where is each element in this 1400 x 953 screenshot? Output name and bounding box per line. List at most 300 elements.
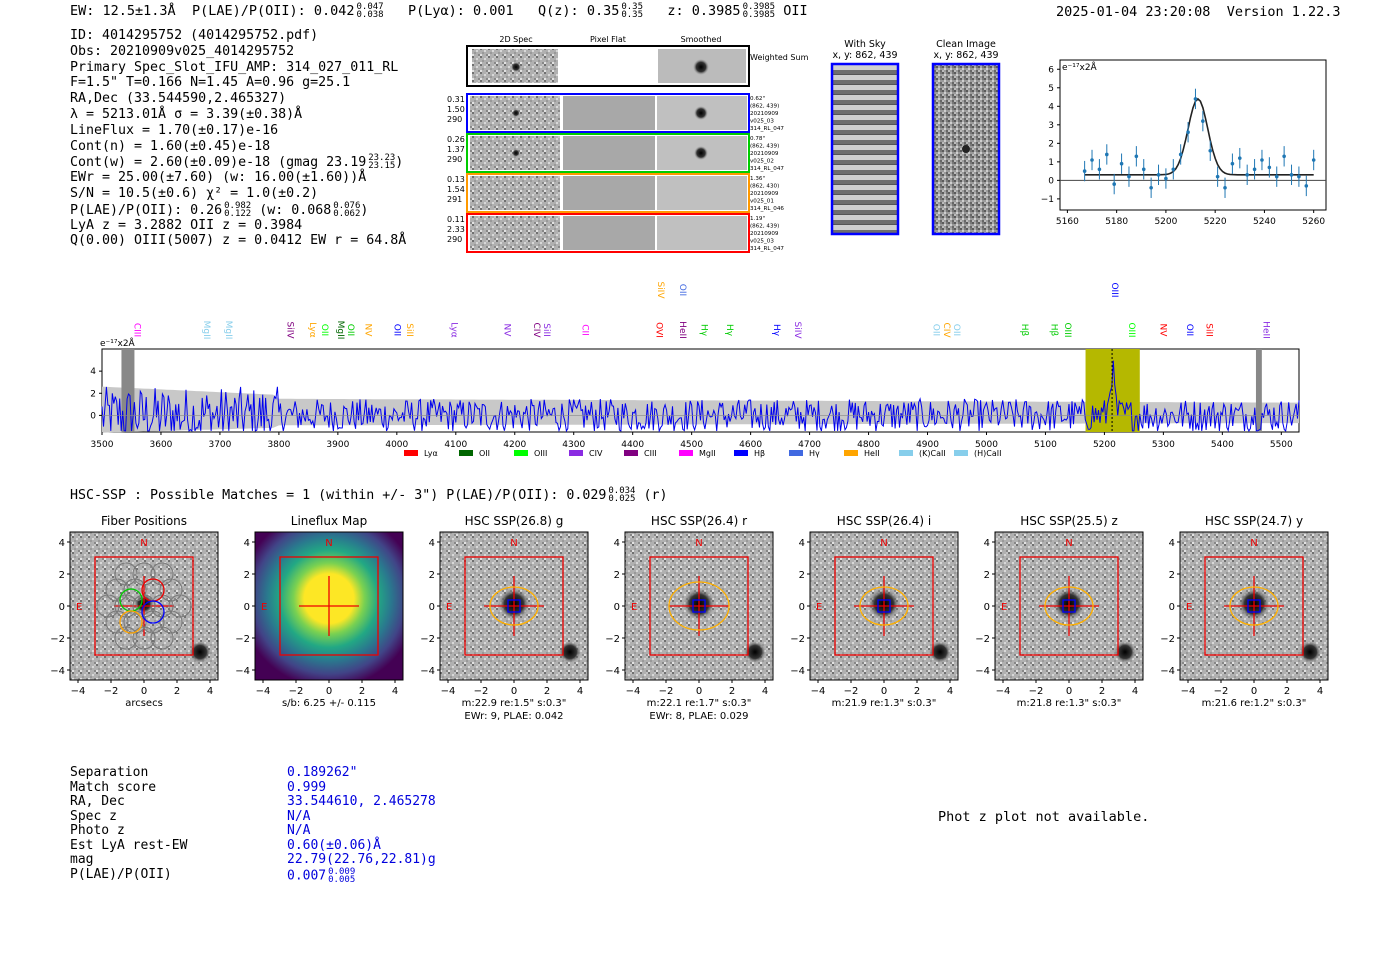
legend-label: Lyα bbox=[424, 449, 438, 458]
line-fit-xticks bbox=[1056, 210, 1325, 227]
match-value-plae bbox=[287, 868, 436, 884]
panel-caption: m:21.6 re:1.2" s:0.3" bbox=[1201, 698, 1307, 709]
match-label: Match score bbox=[70, 779, 157, 795]
xtick-label: 2 bbox=[358, 686, 366, 697]
xtick-label: 2 bbox=[1283, 686, 1291, 697]
data-point bbox=[1238, 156, 1242, 160]
legend-swatch bbox=[899, 450, 913, 456]
panel-caption: m:21.9 re:1.3" s:0.3" bbox=[831, 698, 937, 709]
xtick-label: 5100 bbox=[1033, 440, 1057, 450]
emission-line-label: Hγ bbox=[771, 323, 782, 337]
info-lineflux: LineFlux = 1.70(±0.17)e-16 bbox=[70, 122, 279, 138]
xtick-label: 2 bbox=[543, 686, 551, 697]
data-point bbox=[1142, 167, 1146, 171]
xtick-label: 0 bbox=[1065, 686, 1073, 697]
info-plae-w-lo: 0.062 bbox=[333, 208, 361, 219]
match-label: Est LyA rest-EW bbox=[70, 837, 188, 853]
ytick-label: 0 bbox=[1048, 176, 1054, 187]
ytick-label: −2 bbox=[50, 634, 65, 645]
emission-line-label: OII bbox=[391, 323, 402, 337]
contw-lo: 23.15 bbox=[368, 161, 396, 172]
north-label: N bbox=[510, 538, 518, 549]
photz-message: Phot z plot not available. bbox=[938, 809, 1150, 825]
xtick-label: 5400 bbox=[1210, 440, 1234, 450]
xtick-label: 4 bbox=[1316, 686, 1324, 697]
data-point bbox=[1186, 130, 1190, 134]
xtick-label: 4 bbox=[576, 686, 584, 697]
line-fit-yticks bbox=[1041, 65, 1060, 205]
data-point bbox=[1223, 186, 1227, 190]
exposure-2dspec bbox=[470, 176, 560, 210]
north-label: N bbox=[140, 538, 148, 549]
emission-line-label: MgII bbox=[334, 320, 345, 340]
data-point bbox=[1245, 173, 1249, 177]
ytick-label: 3 bbox=[1048, 120, 1054, 131]
ytick-label: −2 bbox=[975, 634, 990, 645]
emission-line-label: SiII bbox=[541, 323, 552, 337]
xtick-label: 4300 bbox=[562, 440, 586, 450]
data-point bbox=[1127, 175, 1131, 179]
ytick-label: 2 bbox=[243, 570, 250, 581]
emission-line-label: SiII bbox=[403, 323, 414, 337]
exposure-pixelflat bbox=[563, 176, 655, 210]
xtick-label: 5160 bbox=[1055, 217, 1079, 227]
xtick-label: 4600 bbox=[739, 440, 763, 450]
hsc-panel-title: Lineflux Map bbox=[290, 514, 368, 528]
emission-line-label: Lyα bbox=[307, 322, 318, 338]
data-point bbox=[1290, 173, 1294, 177]
legend-label: CIV bbox=[589, 449, 603, 458]
xtick-label: 4800 bbox=[857, 440, 881, 450]
ytick-label: 0 bbox=[243, 602, 250, 613]
match-label: Separation bbox=[70, 765, 149, 780]
xtick-label: −2 bbox=[658, 686, 674, 697]
ytick-label: 0 bbox=[90, 411, 96, 422]
xtick-label: 5500 bbox=[1269, 440, 1293, 450]
xtick-label: −4 bbox=[440, 686, 456, 697]
emission-line-label: CIV bbox=[531, 322, 542, 338]
hsc-panel bbox=[1160, 514, 1328, 709]
legend-swatch bbox=[404, 450, 418, 456]
emission-line-label: CIII bbox=[131, 322, 142, 338]
plae-lo: 0.038 bbox=[356, 10, 384, 20]
exposure-2dspec bbox=[470, 216, 560, 250]
info-contw-row: Cont(w) = 2.60(±0.09)e-18 (gmag 23.19 23.23 23.15 ) bbox=[70, 153, 404, 172]
data-point bbox=[1260, 158, 1264, 162]
exposure-right-label: 1.19" bbox=[750, 216, 766, 222]
cutout-rows bbox=[447, 94, 784, 252]
north-label: N bbox=[880, 538, 888, 549]
legend-swatch bbox=[624, 450, 638, 456]
exposure-right-label: 314_RL_046 bbox=[750, 206, 784, 212]
north-label: N bbox=[1065, 538, 1073, 549]
xtick-label: 0 bbox=[510, 686, 518, 697]
ytick-label: 2 bbox=[613, 570, 620, 581]
hsc-panel-title: HSC SSP(26.4) r bbox=[650, 514, 748, 528]
exposure-right-label: 1.36" bbox=[750, 176, 766, 182]
info-plae: P(LAE)/P(OII): 0.26 bbox=[70, 202, 223, 218]
xtick-label: 5220 bbox=[1203, 217, 1227, 227]
ytick-label: −4 bbox=[605, 666, 620, 677]
xtick-label: 4100 bbox=[444, 440, 468, 450]
xtick-label: 0 bbox=[140, 686, 148, 697]
ytick-label: −4 bbox=[1160, 666, 1175, 677]
xtick-label: 3900 bbox=[326, 440, 350, 450]
ytick-label: 0 bbox=[428, 602, 435, 613]
match-value: 0.60(±0.06)Å bbox=[287, 837, 381, 853]
data-point bbox=[1149, 186, 1153, 190]
xtick-label: 5300 bbox=[1151, 440, 1175, 450]
xtick-label: −2 bbox=[473, 686, 489, 697]
legend-label: OIII bbox=[534, 449, 548, 458]
panel-caption-2: EWr: 9, PLAE: 0.042 bbox=[464, 711, 564, 722]
spectrum-yticks bbox=[90, 367, 102, 421]
hsc-head-band: (r) bbox=[643, 488, 668, 503]
emission-line-label: OVI bbox=[653, 322, 664, 338]
info-plae-hi: 0.982 bbox=[224, 200, 252, 211]
ytick-label: 0 bbox=[798, 602, 805, 613]
info-ewr: EWr = 25.00(±7.60) (w: 16.00(±1.60))Å bbox=[70, 170, 367, 186]
east-label: E bbox=[816, 602, 823, 613]
legend-label: OII bbox=[479, 449, 491, 458]
xtick-label: −4 bbox=[625, 686, 641, 697]
xtick-label: 2 bbox=[913, 686, 921, 697]
xtick-label: 5240 bbox=[1252, 217, 1276, 227]
version: Version 1.22.3 bbox=[1226, 4, 1341, 20]
emission-line-label: OII bbox=[951, 323, 962, 337]
data-point bbox=[1253, 167, 1257, 171]
neighbor-source bbox=[1299, 641, 1321, 663]
full-spectrum bbox=[90, 281, 1299, 458]
xtick-label: 4900 bbox=[916, 440, 939, 450]
spectrum-legend bbox=[404, 449, 1001, 458]
emission-line-label: OII bbox=[318, 323, 329, 337]
ytick-label: 4 bbox=[983, 538, 990, 549]
xtick-label: 4700 bbox=[798, 440, 822, 450]
exposure-left-label: 290 bbox=[447, 155, 463, 164]
exposure-right-label: 20210909 bbox=[750, 191, 779, 197]
xtick-label: 5000 bbox=[975, 440, 998, 450]
data-point bbox=[1164, 177, 1168, 181]
xtick-label: −4 bbox=[1180, 686, 1196, 697]
ytick-label: −2 bbox=[420, 634, 435, 645]
info-contw: Cont(w) = 2.60(±0.09)e-18 (gmag 23.19 bbox=[70, 155, 367, 171]
match-value: N/A bbox=[287, 823, 311, 838]
north-label: N bbox=[695, 538, 703, 549]
xtick-label: 0 bbox=[325, 686, 333, 697]
xtick-label: 3500 bbox=[90, 440, 114, 450]
line-fit-axes bbox=[1060, 60, 1326, 210]
xtick-label: −2 bbox=[1028, 686, 1044, 697]
data-point bbox=[1231, 162, 1235, 166]
emission-line-label: OII bbox=[676, 283, 687, 297]
neighbor-source bbox=[1114, 641, 1136, 663]
xtick-label: −4 bbox=[995, 686, 1011, 697]
xtick-label: 0 bbox=[1250, 686, 1258, 697]
xtick-label: 4200 bbox=[503, 440, 527, 450]
exposure-left-label: 0.11 bbox=[447, 215, 465, 224]
ytick-label: −1 bbox=[1040, 194, 1054, 205]
neighbor-source bbox=[929, 641, 951, 663]
legend-swatch bbox=[459, 450, 473, 456]
ytick-label: 4 bbox=[613, 538, 620, 549]
emission-line-label: NV bbox=[362, 323, 373, 337]
panel-caption: s/b: 6.25 +/- 0.115 bbox=[281, 698, 377, 709]
emission-line-label: SiII bbox=[1203, 323, 1214, 337]
exposure-smoothed bbox=[657, 216, 747, 250]
data-point bbox=[1275, 175, 1279, 179]
with-sky-title: With Sky bbox=[844, 39, 886, 50]
data-point bbox=[1105, 153, 1109, 157]
legend-label: HeII bbox=[864, 449, 880, 458]
contw-hi: 23.23 bbox=[368, 153, 396, 164]
north-label: N bbox=[325, 538, 333, 549]
cutout-panel bbox=[447, 35, 809, 252]
xtick-label: −4 bbox=[810, 686, 826, 697]
emission-line-label: HeII bbox=[1260, 321, 1271, 339]
east-label: E bbox=[76, 602, 83, 613]
exposure-source bbox=[512, 109, 520, 117]
data-point bbox=[1135, 154, 1139, 158]
emission-line-label: CIV bbox=[941, 322, 952, 338]
info-obs: Obs: 20210909v025_4014295752 bbox=[70, 43, 295, 59]
z-hi: 0.3985 bbox=[742, 2, 776, 12]
with-sky-xy: x, y: 862, 439 bbox=[832, 50, 898, 61]
exposure-pixelflat bbox=[563, 136, 655, 170]
exposure-right-label: 20210909 bbox=[750, 231, 779, 237]
emission-line-label: Hβ bbox=[1048, 323, 1059, 337]
data-point bbox=[1171, 167, 1175, 171]
xtick-label: 4 bbox=[1131, 686, 1139, 697]
hsc-headline bbox=[70, 487, 668, 503]
ytick-label: 2 bbox=[428, 570, 435, 581]
data-point bbox=[1194, 97, 1198, 101]
info-sn: S/N = 10.5(±0.6) χ² = 1.0(±0.2) bbox=[70, 185, 319, 201]
exposure-right-label: 0.62" bbox=[750, 96, 766, 102]
ytick-label: −4 bbox=[235, 666, 250, 677]
hsc-panel-title: HSC SSP(26.8) g bbox=[464, 514, 564, 528]
hsc-head-hi: 0.034 bbox=[608, 486, 636, 496]
ytick-label: 0 bbox=[613, 602, 620, 613]
clean-xy: x, y: 862, 439 bbox=[933, 50, 999, 61]
match-label: P(LAE)/P(OII) bbox=[70, 866, 172, 882]
exposure-left-label: 291 bbox=[447, 195, 463, 204]
legend-swatch bbox=[569, 450, 583, 456]
emission-line-label: SiIV bbox=[284, 321, 295, 339]
ytick-label: −4 bbox=[420, 666, 435, 677]
data-point bbox=[1208, 149, 1212, 153]
qz-hi: 0.35 bbox=[621, 2, 644, 12]
emission-line-label: MgII bbox=[201, 320, 212, 340]
xtick-label: 4400 bbox=[621, 440, 645, 450]
emission-line-label: NV bbox=[1157, 323, 1168, 337]
east-label: E bbox=[261, 602, 268, 613]
info-contn: Cont(n) = 1.60(±0.45)e-18 bbox=[70, 138, 271, 154]
legend-swatch bbox=[789, 450, 803, 456]
east-label: E bbox=[631, 602, 638, 613]
emission-line-label: OII bbox=[930, 323, 941, 337]
east-label: E bbox=[1001, 602, 1008, 613]
hsc-headline-text: HSC-SSP : Possible Matches = 1 (within +/- 3") P(LAE)/P(OII): 0.029 bbox=[70, 488, 607, 503]
match-label: Photo z bbox=[70, 823, 125, 838]
match-value: 33.544610, 2.465278 bbox=[287, 794, 436, 809]
legend-label: (K)CaII bbox=[919, 449, 946, 458]
data-point bbox=[1098, 167, 1102, 171]
data-point bbox=[1297, 175, 1301, 179]
xtick-label: 4 bbox=[391, 686, 399, 697]
spectrum-ylabel: e⁻¹⁷x2Å bbox=[100, 339, 135, 349]
exposure-right-label: 314_RL_047 bbox=[750, 166, 784, 172]
exposure-right-label: 20210909 bbox=[750, 151, 779, 157]
data-point bbox=[1312, 158, 1316, 162]
data-point bbox=[1282, 154, 1286, 158]
emission-line-label: HeII bbox=[676, 321, 687, 339]
emission-line-label: OIII bbox=[1126, 322, 1137, 338]
exposure-right-label: v025_03 bbox=[750, 118, 774, 125]
hsc-panel bbox=[975, 514, 1143, 709]
col-header-pixelflat: Pixel Flat bbox=[590, 35, 626, 44]
xtick-label: 4000 bbox=[385, 440, 409, 450]
neighbor-source bbox=[189, 641, 211, 663]
ytick-label: 5 bbox=[1048, 83, 1054, 94]
exposure-source bbox=[694, 106, 708, 120]
xtick-label: 0 bbox=[695, 686, 703, 697]
legend-label: CIII bbox=[644, 449, 657, 458]
emission-line-label: OIII bbox=[1109, 282, 1120, 298]
exposure-right-label: (862, 439) bbox=[750, 143, 780, 150]
ytick-label: 6 bbox=[1048, 65, 1054, 76]
hsc-panel bbox=[605, 514, 773, 722]
ytick-label: 2 bbox=[1168, 570, 1175, 581]
emission-line-label: SiIV bbox=[655, 281, 666, 299]
data-point bbox=[1216, 175, 1220, 179]
info-q: Q(0.00) OIII(5007) z = 0.0412 EW r = 64.8Å bbox=[70, 233, 407, 249]
north-label: N bbox=[1250, 538, 1258, 549]
line-fit-ylabel: e⁻¹⁷x2Å bbox=[1062, 63, 1097, 73]
info-fwhm: F=1.5" T=0.166 N=1.45 A=0.96 g=25.1 bbox=[70, 75, 351, 91]
ytick-label: 4 bbox=[428, 538, 435, 549]
z-value: z: 0.3985 bbox=[667, 3, 741, 19]
xtick-label: 0 bbox=[880, 686, 888, 697]
exposure-right-label: v025_02 bbox=[750, 158, 774, 165]
ytick-label: −2 bbox=[790, 634, 805, 645]
ytick-label: −2 bbox=[1160, 634, 1175, 645]
legend-swatch bbox=[844, 450, 858, 456]
exposure-smoothed bbox=[657, 176, 747, 210]
info-plae-w: (w: 0.068 bbox=[259, 202, 332, 218]
info-primary: Primary Spec_Slot_IFU_AMP: 314_027_011_RL bbox=[70, 59, 399, 75]
match-label: RA, Dec bbox=[70, 794, 125, 809]
masked-region bbox=[1256, 349, 1262, 432]
exposure-left-label: 2.33 bbox=[447, 225, 465, 234]
with-sky-image bbox=[832, 64, 898, 234]
emission-line-label: OIII bbox=[1061, 322, 1072, 338]
match-labels bbox=[70, 766, 187, 882]
xtick-label: −2 bbox=[1213, 686, 1229, 697]
emission-line-label: NV bbox=[501, 323, 512, 337]
exposure-right-label: (862, 439) bbox=[750, 103, 780, 110]
ytick-label: 4 bbox=[1048, 102, 1054, 113]
emission-line-label: MgII bbox=[222, 320, 233, 340]
plae-hi: 0.047 bbox=[356, 2, 384, 12]
hsc-panel-title: HSC SSP(24.7) y bbox=[1204, 514, 1304, 528]
panel-caption: m:22.1 re:1.7" s:0.3" bbox=[646, 698, 752, 709]
data-point bbox=[1120, 162, 1124, 166]
info-radec: RA,Dec (33.544590,2.465327) bbox=[70, 91, 287, 107]
xtick-label: 5200 bbox=[1154, 217, 1178, 227]
exposure-right-label: 314_RL_047 bbox=[750, 126, 784, 132]
hsc-panel bbox=[790, 514, 958, 709]
ytick-label: 2 bbox=[58, 570, 65, 581]
xtick-label: −4 bbox=[70, 686, 86, 697]
exposure-left-label: 1.50 bbox=[447, 105, 465, 114]
data-point bbox=[1268, 166, 1272, 170]
ytick-label: 0 bbox=[1168, 602, 1175, 613]
neighbor-source bbox=[744, 641, 766, 663]
xtick-label: −2 bbox=[843, 686, 859, 697]
ytick-label: −2 bbox=[605, 634, 620, 645]
hsc-head-lo: 0.025 bbox=[608, 494, 636, 504]
xtick-label: 4 bbox=[946, 686, 954, 697]
hsc-panel-title: HSC SSP(25.5) z bbox=[1020, 514, 1118, 528]
exposure-source bbox=[512, 149, 520, 157]
ytick-label: 4 bbox=[798, 538, 805, 549]
exposure-right-label: v025_01 bbox=[750, 198, 774, 205]
weighted-sum-label: Weighted Sum bbox=[750, 53, 809, 62]
exposure-pixelflat bbox=[563, 216, 655, 250]
ytick-label: 4 bbox=[90, 367, 96, 378]
xtick-label: 3800 bbox=[267, 440, 291, 450]
exposure-right-label: (862, 439) bbox=[750, 223, 780, 230]
east-label: E bbox=[1186, 602, 1193, 613]
match-value: N/A bbox=[287, 808, 311, 824]
hsc-panel bbox=[50, 514, 218, 709]
ytick-label: 4 bbox=[243, 538, 250, 549]
xtick-label: −4 bbox=[255, 686, 271, 697]
emission-line-label: Lyα bbox=[448, 322, 459, 338]
qz-value: Q(z): 0.35 bbox=[538, 3, 620, 19]
exposure-left-label: 0.13 bbox=[447, 175, 465, 184]
exposure-left-label: 0.26 bbox=[447, 135, 465, 144]
clean-title: Clean Image bbox=[936, 39, 996, 50]
legend-swatch bbox=[679, 450, 693, 456]
match-plae-lo: 0.005 bbox=[328, 874, 356, 885]
xtick-label: 3600 bbox=[149, 440, 173, 450]
match-value: 22.79(22.76,22.81)g bbox=[287, 852, 436, 867]
emission-line-label: OII bbox=[1183, 323, 1194, 337]
data-point bbox=[1112, 182, 1116, 186]
xtick-label: −2 bbox=[103, 686, 119, 697]
emission-line-label: OII bbox=[344, 323, 355, 337]
match-value: 0.999 bbox=[287, 779, 327, 795]
ytick-label: 4 bbox=[1168, 538, 1175, 549]
east-label: E bbox=[446, 602, 453, 613]
match-plae-hi: 0.009 bbox=[328, 866, 356, 877]
legend-swatch bbox=[954, 450, 968, 456]
timestamp: 2025-01-04 23:20:08 bbox=[1056, 4, 1211, 20]
exposure-pixelflat bbox=[563, 96, 655, 130]
xtick-label: 2 bbox=[1098, 686, 1106, 697]
ytick-label: −4 bbox=[975, 666, 990, 677]
data-point bbox=[1083, 169, 1087, 173]
ytick-label: 0 bbox=[58, 602, 65, 613]
z-tag: OII bbox=[783, 3, 808, 19]
emission-line-label: Hγ bbox=[698, 323, 709, 337]
match-value: 0.007 bbox=[287, 868, 327, 883]
plae-value: P(LAE)/P(OII): 0.042 bbox=[191, 3, 355, 19]
hsc-panel-title: HSC SSP(26.4) i bbox=[836, 514, 932, 528]
line-labels bbox=[131, 281, 1270, 339]
